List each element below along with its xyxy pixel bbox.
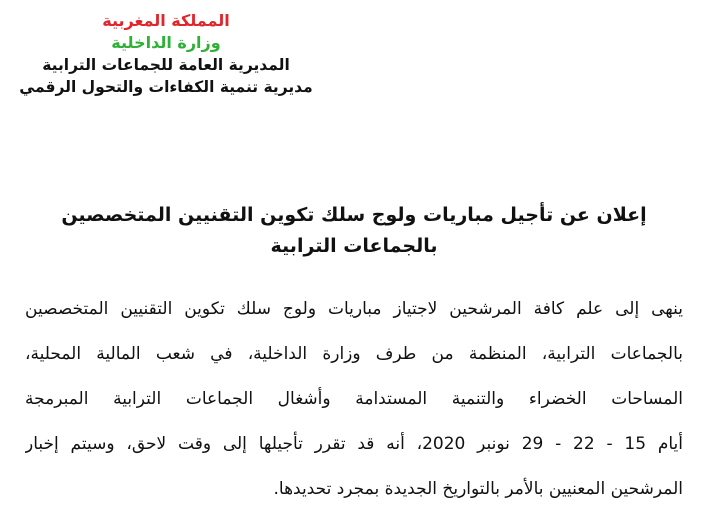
- body-line: أيام 15 - 22 - 29 نونبر 2020، أنه قد تقرر تأجيلها إلى وقت لاحق، وسيتم إخبار: [25, 434, 683, 454]
- title-line-2: بالجماعات الترابية: [270, 235, 438, 257]
- ministry-name: وزارة الداخلية: [111, 33, 221, 52]
- announcement-body: [25, 287, 683, 512]
- letterhead: [16, 10, 316, 98]
- announcement-title: [40, 200, 668, 262]
- body-line: المرشحين المعنيين بالأمر بالتواريخ الجديدة بمجرد تحديدها.: [273, 479, 683, 499]
- general-directorate-name: المديرية العامة للجماعات الترابية: [42, 56, 290, 74]
- kingdom-name: المملكة المغربية: [102, 11, 230, 30]
- directorate-name: مديرية تنمية الكفاءات والتحول الرقمي: [19, 78, 313, 96]
- body-line: بالجماعات الترابية، المنظمة من طرف وزارة الداخلية، في شعب المالية المحلية،: [25, 344, 683, 364]
- body-line: ينهى إلى علم كافة المرشحين لاجتياز مباريات ولوج سلك تكوين التقنيين المتخصصين: [25, 299, 683, 319]
- body-line: المساحات الخضراء والتنمية المستدامة وأشغال الجماعات الترابية المبرمجة: [25, 389, 683, 409]
- title-line-1: إعلان عن تأجيل مباريات ولوج سلك تكوين التقنيين المتخصصين: [61, 204, 647, 226]
